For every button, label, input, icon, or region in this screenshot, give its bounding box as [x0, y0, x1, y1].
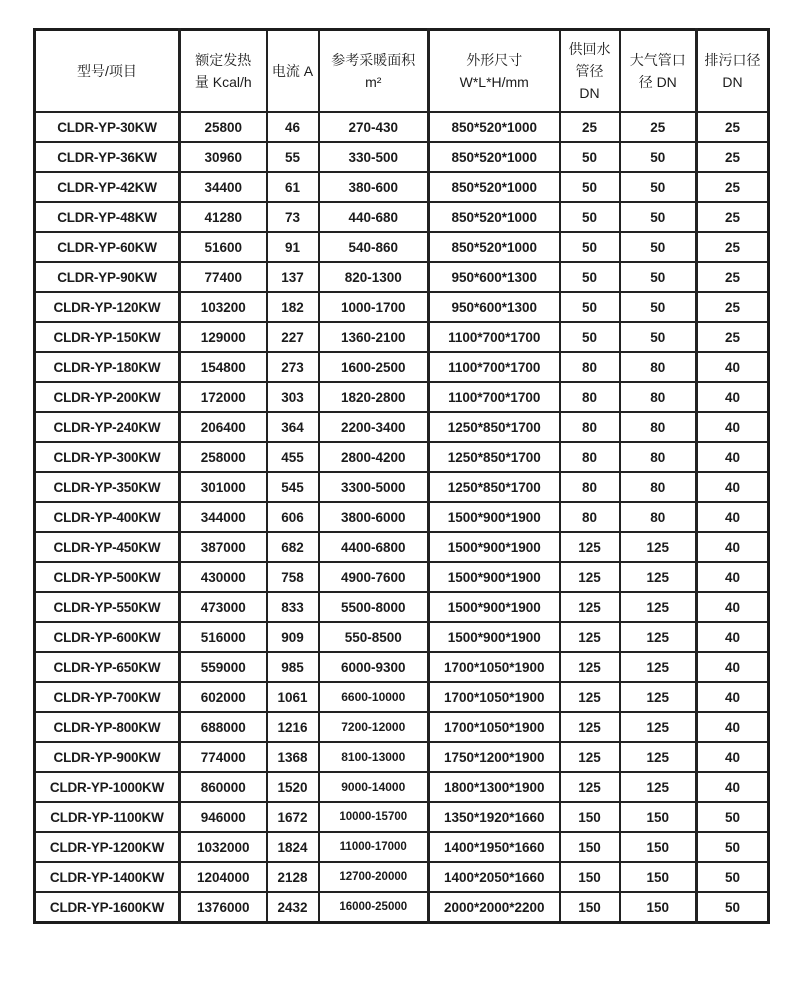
table-row — [35, 862, 769, 892]
cell-air_pipe: 125 — [620, 562, 697, 592]
header-line: 型号/项目 — [77, 63, 137, 79]
cell-model: CLDR-YP-650KW — [35, 652, 180, 682]
table-row — [35, 772, 769, 802]
cell-dimensions: 1500*900*1900 — [429, 592, 560, 622]
cell-dimensions: 1700*1050*1900 — [429, 712, 560, 742]
cell-air_pipe: 150 — [620, 892, 697, 923]
cell-drain: 40 — [697, 712, 769, 742]
cell-water_pipe: 50 — [560, 232, 620, 262]
cell-dimensions: 850*520*1000 — [429, 232, 560, 262]
cell-heating_area: 10000-15700 — [319, 802, 429, 832]
table-row — [35, 412, 769, 442]
cell-model: CLDR-YP-1400KW — [35, 862, 180, 892]
cell-air_pipe: 125 — [620, 712, 697, 742]
header-line: 外形尺寸 — [466, 52, 523, 68]
cell-heating_area: 8100-13000 — [319, 742, 429, 772]
header-line: DN — [579, 85, 600, 101]
cell-heating_area: 11000-17000 — [319, 832, 429, 862]
cell-rated_heat: 559000 — [180, 652, 267, 682]
cell-model: CLDR-YP-48KW — [35, 202, 180, 232]
cell-rated_heat: 1204000 — [180, 862, 267, 892]
table-row — [35, 232, 769, 262]
cell-water_pipe: 125 — [560, 532, 620, 562]
cell-dimensions: 850*520*1000 — [429, 112, 560, 142]
cell-water_pipe: 80 — [560, 472, 620, 502]
cell-heating_area: 1600-2500 — [319, 352, 429, 382]
cell-dimensions: 1400*2050*1660 — [429, 862, 560, 892]
cell-heating_area: 550-8500 — [319, 622, 429, 652]
cell-water_pipe: 125 — [560, 682, 620, 712]
cell-heating_area: 1820-2800 — [319, 382, 429, 412]
table-header — [35, 30, 769, 113]
cell-model: CLDR-YP-42KW — [35, 172, 180, 202]
header-line: W*L*H/mm — [459, 74, 529, 90]
header-line: 参考采暖面积 — [331, 52, 416, 68]
cell-heating_area: 6000-9300 — [319, 652, 429, 682]
cell-drain: 40 — [697, 532, 769, 562]
table-row — [35, 442, 769, 472]
cell-water_pipe: 50 — [560, 172, 620, 202]
cell-current: 137 — [267, 262, 319, 292]
cell-rated_heat: 172000 — [180, 382, 267, 412]
table-row — [35, 532, 769, 562]
table-row — [35, 172, 769, 202]
header-line: 大气管口 — [629, 52, 686, 68]
cell-dimensions: 1100*700*1700 — [429, 322, 560, 352]
cell-drain: 25 — [697, 202, 769, 232]
cell-dimensions: 1250*850*1700 — [429, 472, 560, 502]
cell-water_pipe: 80 — [560, 442, 620, 472]
header-line: 额定发热 — [195, 52, 252, 68]
cell-current: 273 — [267, 352, 319, 382]
cell-current: 545 — [267, 472, 319, 502]
cell-air_pipe: 125 — [620, 592, 697, 622]
cell-drain: 40 — [697, 592, 769, 622]
cell-current: 303 — [267, 382, 319, 412]
table-row — [35, 352, 769, 382]
cell-current: 985 — [267, 652, 319, 682]
cell-water_pipe: 125 — [560, 772, 620, 802]
cell-rated_heat: 430000 — [180, 562, 267, 592]
cell-dimensions: 1100*700*1700 — [429, 352, 560, 382]
cell-rated_heat: 103200 — [180, 292, 267, 322]
cell-dimensions: 1500*900*1900 — [429, 502, 560, 532]
cell-model: CLDR-YP-180KW — [35, 352, 180, 382]
cell-air_pipe: 125 — [620, 652, 697, 682]
cell-rated_heat: 206400 — [180, 412, 267, 442]
cell-current: 455 — [267, 442, 319, 472]
cell-drain: 40 — [697, 352, 769, 382]
cell-air_pipe: 50 — [620, 232, 697, 262]
cell-dimensions: 1250*850*1700 — [429, 442, 560, 472]
header-line: 量 Kcal/h — [194, 74, 252, 90]
cell-current: 182 — [267, 292, 319, 322]
cell-dimensions: 2000*2000*2200 — [429, 892, 560, 923]
cell-air_pipe: 150 — [620, 832, 697, 862]
column-header-current — [267, 30, 319, 113]
cell-heating_area: 5500-8000 — [319, 592, 429, 622]
cell-dimensions: 1350*1920*1660 — [429, 802, 560, 832]
cell-rated_heat: 946000 — [180, 802, 267, 832]
cell-model: CLDR-YP-900KW — [35, 742, 180, 772]
cell-current: 1061 — [267, 682, 319, 712]
table-row — [35, 292, 769, 322]
cell-model: CLDR-YP-600KW — [35, 622, 180, 652]
table-row — [35, 382, 769, 412]
cell-drain: 40 — [697, 682, 769, 712]
table-row — [35, 802, 769, 832]
cell-rated_heat: 30960 — [180, 142, 267, 172]
cell-heating_area: 7200-12000 — [319, 712, 429, 742]
cell-air_pipe: 125 — [620, 532, 697, 562]
column-header-dimensions — [429, 30, 560, 113]
cell-model: CLDR-YP-240KW — [35, 412, 180, 442]
header-line: 供回水 — [568, 41, 611, 57]
header-line: 管径 — [575, 63, 604, 79]
cell-drain: 25 — [697, 322, 769, 352]
column-header-rated_heat — [180, 30, 267, 113]
cell-model: CLDR-YP-60KW — [35, 232, 180, 262]
cell-water_pipe: 125 — [560, 622, 620, 652]
cell-heating_area: 540-860 — [319, 232, 429, 262]
cell-rated_heat: 25800 — [180, 112, 267, 142]
cell-air_pipe: 80 — [620, 472, 697, 502]
cell-water_pipe: 50 — [560, 292, 620, 322]
cell-dimensions: 1100*700*1700 — [429, 382, 560, 412]
cell-rated_heat: 34400 — [180, 172, 267, 202]
cell-drain: 50 — [697, 862, 769, 892]
cell-drain: 50 — [697, 832, 769, 862]
cell-water_pipe: 25 — [560, 112, 620, 142]
table-row — [35, 742, 769, 772]
cell-current: 61 — [267, 172, 319, 202]
cell-heating_area: 3800-6000 — [319, 502, 429, 532]
cell-dimensions: 1800*1300*1900 — [429, 772, 560, 802]
column-header-model — [35, 30, 180, 113]
table-row — [35, 682, 769, 712]
cell-air_pipe: 25 — [620, 112, 697, 142]
cell-rated_heat: 774000 — [180, 742, 267, 772]
cell-air_pipe: 50 — [620, 262, 697, 292]
cell-model: CLDR-YP-1000KW — [35, 772, 180, 802]
header-line: m² — [365, 74, 382, 90]
cell-water_pipe: 50 — [560, 322, 620, 352]
cell-dimensions: 950*600*1300 — [429, 262, 560, 292]
cell-model: CLDR-YP-1200KW — [35, 832, 180, 862]
cell-current: 1368 — [267, 742, 319, 772]
table-row — [35, 202, 769, 232]
cell-current: 364 — [267, 412, 319, 442]
cell-drain: 40 — [697, 562, 769, 592]
cell-heating_area: 9000-14000 — [319, 772, 429, 802]
spec-table-container — [33, 28, 770, 924]
cell-heating_area: 2200-3400 — [319, 412, 429, 442]
cell-drain: 40 — [697, 652, 769, 682]
cell-heating_area: 3300-5000 — [319, 472, 429, 502]
cell-water_pipe: 80 — [560, 412, 620, 442]
cell-air_pipe: 80 — [620, 412, 697, 442]
cell-heating_area: 330-500 — [319, 142, 429, 172]
boiler-spec-table — [33, 28, 770, 924]
cell-model: CLDR-YP-30KW — [35, 112, 180, 142]
cell-model: CLDR-YP-90KW — [35, 262, 180, 292]
cell-rated_heat: 129000 — [180, 322, 267, 352]
table-row — [35, 142, 769, 172]
cell-rated_heat: 344000 — [180, 502, 267, 532]
cell-water_pipe: 50 — [560, 202, 620, 232]
cell-rated_heat: 1032000 — [180, 832, 267, 862]
cell-current: 1672 — [267, 802, 319, 832]
cell-dimensions: 1700*1050*1900 — [429, 682, 560, 712]
cell-model: CLDR-YP-500KW — [35, 562, 180, 592]
cell-drain: 40 — [697, 742, 769, 772]
cell-drain: 25 — [697, 232, 769, 262]
cell-current: 909 — [267, 622, 319, 652]
column-header-drain — [697, 30, 769, 113]
cell-rated_heat: 51600 — [180, 232, 267, 262]
cell-heating_area: 16000-25000 — [319, 892, 429, 923]
cell-current: 1216 — [267, 712, 319, 742]
table-row — [35, 592, 769, 622]
cell-dimensions: 1500*900*1900 — [429, 562, 560, 592]
table-row — [35, 832, 769, 862]
cell-drain: 25 — [697, 292, 769, 322]
cell-current: 91 — [267, 232, 319, 262]
cell-drain: 40 — [697, 622, 769, 652]
cell-water_pipe: 50 — [560, 262, 620, 292]
cell-model: CLDR-YP-150KW — [35, 322, 180, 352]
table-row — [35, 652, 769, 682]
cell-current: 606 — [267, 502, 319, 532]
cell-dimensions: 850*520*1000 — [429, 142, 560, 172]
header-line: 排污口径 — [704, 52, 761, 68]
column-header-air_pipe — [620, 30, 697, 113]
cell-heating_area: 12700-20000 — [319, 862, 429, 892]
cell-dimensions: 1400*1950*1660 — [429, 832, 560, 862]
cell-model: CLDR-YP-120KW — [35, 292, 180, 322]
header-row — [35, 30, 769, 113]
cell-current: 73 — [267, 202, 319, 232]
cell-model: CLDR-YP-1600KW — [35, 892, 180, 923]
cell-drain: 25 — [697, 142, 769, 172]
cell-air_pipe: 50 — [620, 322, 697, 352]
cell-air_pipe: 80 — [620, 382, 697, 412]
cell-air_pipe: 80 — [620, 442, 697, 472]
cell-rated_heat: 154800 — [180, 352, 267, 382]
cell-air_pipe: 150 — [620, 862, 697, 892]
cell-heating_area: 380-600 — [319, 172, 429, 202]
cell-air_pipe: 50 — [620, 292, 697, 322]
cell-water_pipe: 125 — [560, 652, 620, 682]
cell-air_pipe: 125 — [620, 622, 697, 652]
table-row — [35, 562, 769, 592]
cell-water_pipe: 125 — [560, 562, 620, 592]
cell-dimensions: 1500*900*1900 — [429, 622, 560, 652]
table-row — [35, 712, 769, 742]
cell-air_pipe: 80 — [620, 502, 697, 532]
cell-dimensions: 1750*1200*1900 — [429, 742, 560, 772]
cell-drain: 50 — [697, 892, 769, 923]
cell-current: 46 — [267, 112, 319, 142]
cell-dimensions: 1700*1050*1900 — [429, 652, 560, 682]
cell-current: 227 — [267, 322, 319, 352]
table-row — [35, 262, 769, 292]
cell-current: 2432 — [267, 892, 319, 923]
cell-current: 758 — [267, 562, 319, 592]
cell-model: CLDR-YP-350KW — [35, 472, 180, 502]
cell-heating_area: 4400-6800 — [319, 532, 429, 562]
cell-rated_heat: 77400 — [180, 262, 267, 292]
cell-drain: 25 — [697, 172, 769, 202]
cell-rated_heat: 301000 — [180, 472, 267, 502]
cell-drain: 40 — [697, 772, 769, 802]
cell-air_pipe: 125 — [620, 772, 697, 802]
column-header-water_pipe — [560, 30, 620, 113]
cell-model: CLDR-YP-700KW — [35, 682, 180, 712]
cell-drain: 40 — [697, 502, 769, 532]
cell-current: 1520 — [267, 772, 319, 802]
cell-drain: 40 — [697, 412, 769, 442]
cell-air_pipe: 125 — [620, 682, 697, 712]
cell-heating_area: 6600-10000 — [319, 682, 429, 712]
cell-model: CLDR-YP-1100KW — [35, 802, 180, 832]
cell-model: CLDR-YP-200KW — [35, 382, 180, 412]
cell-water_pipe: 150 — [560, 862, 620, 892]
cell-water_pipe: 150 — [560, 802, 620, 832]
cell-heating_area: 820-1300 — [319, 262, 429, 292]
cell-drain: 25 — [697, 112, 769, 142]
cell-current: 833 — [267, 592, 319, 622]
header-line: 电流 A — [271, 63, 314, 79]
cell-rated_heat: 473000 — [180, 592, 267, 622]
cell-current: 1824 — [267, 832, 319, 862]
cell-water_pipe: 125 — [560, 712, 620, 742]
cell-dimensions: 1250*850*1700 — [429, 412, 560, 442]
cell-model: CLDR-YP-36KW — [35, 142, 180, 172]
cell-drain: 50 — [697, 802, 769, 832]
table-row — [35, 892, 769, 923]
cell-water_pipe: 125 — [560, 592, 620, 622]
cell-rated_heat: 860000 — [180, 772, 267, 802]
cell-water_pipe: 80 — [560, 382, 620, 412]
cell-heating_area: 270-430 — [319, 112, 429, 142]
cell-air_pipe: 50 — [620, 172, 697, 202]
cell-model: CLDR-YP-550KW — [35, 592, 180, 622]
cell-model: CLDR-YP-450KW — [35, 532, 180, 562]
cell-heating_area: 2800-4200 — [319, 442, 429, 472]
cell-water_pipe: 150 — [560, 832, 620, 862]
cell-heating_area: 440-680 — [319, 202, 429, 232]
cell-water_pipe: 150 — [560, 892, 620, 923]
cell-rated_heat: 387000 — [180, 532, 267, 562]
table-row — [35, 112, 769, 142]
cell-dimensions: 850*520*1000 — [429, 172, 560, 202]
table-row — [35, 322, 769, 352]
cell-rated_heat: 41280 — [180, 202, 267, 232]
table-row — [35, 502, 769, 532]
table-body — [35, 112, 769, 923]
table-row — [35, 622, 769, 652]
cell-rated_heat: 1376000 — [180, 892, 267, 923]
cell-current: 55 — [267, 142, 319, 172]
cell-heating_area: 1360-2100 — [319, 322, 429, 352]
cell-model: CLDR-YP-400KW — [35, 502, 180, 532]
cell-water_pipe: 125 — [560, 742, 620, 772]
cell-air_pipe: 125 — [620, 742, 697, 772]
cell-dimensions: 850*520*1000 — [429, 202, 560, 232]
cell-drain: 25 — [697, 262, 769, 292]
cell-drain: 40 — [697, 472, 769, 502]
cell-rated_heat: 688000 — [180, 712, 267, 742]
cell-drain: 40 — [697, 382, 769, 412]
cell-heating_area: 1000-1700 — [319, 292, 429, 322]
cell-water_pipe: 80 — [560, 502, 620, 532]
column-header-heating_area — [319, 30, 429, 113]
cell-rated_heat: 258000 — [180, 442, 267, 472]
cell-water_pipe: 80 — [560, 352, 620, 382]
cell-water_pipe: 50 — [560, 142, 620, 172]
cell-air_pipe: 150 — [620, 802, 697, 832]
cell-rated_heat: 602000 — [180, 682, 267, 712]
cell-drain: 40 — [697, 442, 769, 472]
cell-current: 682 — [267, 532, 319, 562]
cell-model: CLDR-YP-800KW — [35, 712, 180, 742]
cell-model: CLDR-YP-300KW — [35, 442, 180, 472]
cell-air_pipe: 80 — [620, 352, 697, 382]
cell-air_pipe: 50 — [620, 202, 697, 232]
table-row — [35, 472, 769, 502]
cell-current: 2128 — [267, 862, 319, 892]
cell-dimensions: 950*600*1300 — [429, 292, 560, 322]
header-line: 径 DN — [638, 74, 677, 90]
cell-air_pipe: 50 — [620, 142, 697, 172]
cell-dimensions: 1500*900*1900 — [429, 532, 560, 562]
cell-rated_heat: 516000 — [180, 622, 267, 652]
header-line: DN — [722, 74, 743, 90]
cell-heating_area: 4900-7600 — [319, 562, 429, 592]
